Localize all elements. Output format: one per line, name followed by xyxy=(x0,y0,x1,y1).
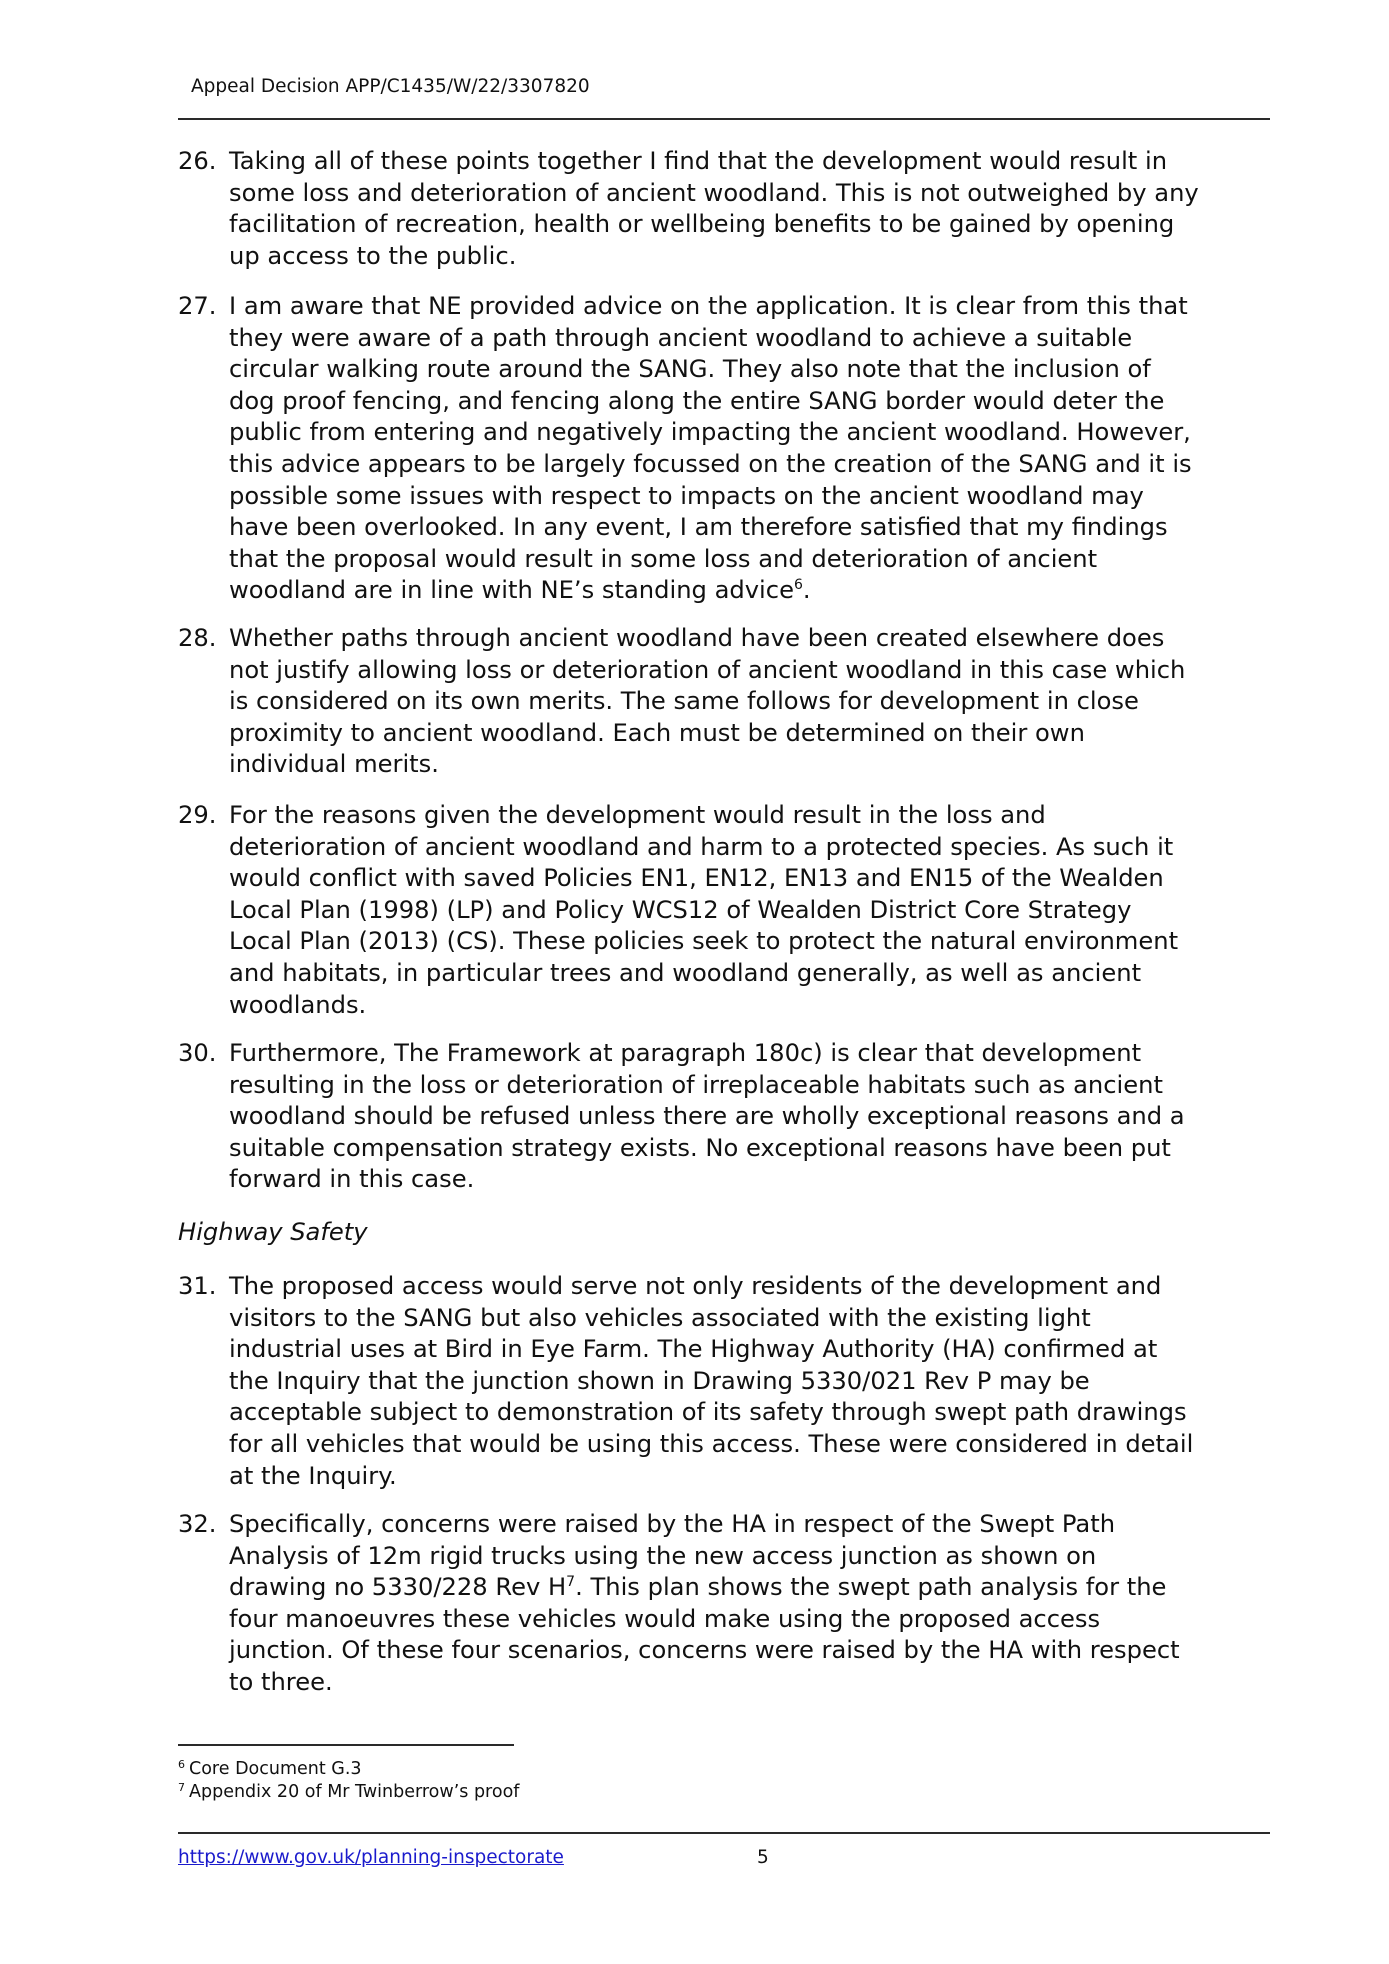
punctuation: . xyxy=(802,576,811,605)
footnote-6 xyxy=(178,1758,362,1781)
paragraph-line: acceptable subject to demonstration of its safety through swept path drawings xyxy=(229,1398,1187,1427)
paragraph-number: 30. xyxy=(178,1039,217,1067)
paragraph-line: for all vehicles that would be using this access. These were considered in detail xyxy=(229,1429,1194,1458)
footnote-divider xyxy=(178,1744,514,1746)
paragraph-line: The proposed access would serve not only residents of the development and xyxy=(229,1272,1162,1300)
paragraph-line: Analysis of 12m rigid trucks using the new access junction as shown on xyxy=(229,1541,1097,1570)
paragraph-line: visitors to the SANG but also vehicles associated with the existing light xyxy=(229,1303,1091,1332)
paragraph-number: 32. xyxy=(178,1510,217,1538)
paragraph-line: Furthermore, The Framework at paragraph 180c) is clear that development xyxy=(229,1039,1142,1067)
paragraph-line: four manoeuvres these vehicles would make using the proposed access xyxy=(229,1604,1101,1633)
paragraph-line: forward in this case. xyxy=(229,1165,475,1194)
paragraph-line: Specifically, concerns were raised by the HA in respect of the Swept Path xyxy=(229,1510,1116,1538)
paragraph-line: individual merits. xyxy=(229,750,439,779)
paragraph-number: 29. xyxy=(178,801,217,829)
paragraph-line: the Inquiry that the junction shown in Drawing 5330/021 Rev P may be xyxy=(229,1366,1090,1395)
paragraph-line: junction. Of these four scenarios, concerns were raised by the HA with respect xyxy=(229,1636,1180,1665)
paragraph-line: resulting in the loss or deterioration of irreplaceable habitats such as ancient xyxy=(229,1070,1163,1099)
paragraph-line xyxy=(229,575,1278,607)
paragraph-line: to three. xyxy=(229,1667,333,1696)
paragraph-line: woodlands. xyxy=(229,990,367,1019)
footnote-7 xyxy=(178,1781,519,1804)
paragraph-line-text: drawing no 5330/228 Rev H xyxy=(229,1573,567,1602)
footnote-marker: 7 xyxy=(178,1781,185,1794)
paragraph-line: possible some issues with respect to impacts on the ancient woodland may xyxy=(229,481,1144,510)
paragraph-line: up access to the public. xyxy=(229,241,517,270)
page-header-title: Appeal Decision APP/C1435/W/22/3307820 xyxy=(191,76,590,97)
section-heading-highway-safety: Highway Safety xyxy=(178,1218,368,1246)
paragraph-line-text: . This plan shows the swept path analysis for the xyxy=(575,1573,1167,1602)
paragraph-number: 28. xyxy=(178,624,217,652)
paragraph-number: 27. xyxy=(178,292,217,320)
paragraph-line: industrial uses at Bird in Eye Farm. The Highway Authority (HA) confirmed at xyxy=(229,1335,1158,1364)
paragraph-line: and habitats, in particular trees and woodland generally, as well as ancient xyxy=(229,958,1142,987)
paragraph-line: this advice appears to be largely focussed on the creation of the SANG and it is xyxy=(229,449,1192,478)
footnote-text: Appendix 20 of Mr Twinberrow’s proof xyxy=(189,1782,520,1802)
paragraph-32 xyxy=(178,1509,1278,1699)
footnote-marker: 6 xyxy=(178,1758,185,1771)
paragraph-line: woodland should be refused unless there are wholly exceptional reasons and a xyxy=(229,1102,1185,1131)
paragraph-line xyxy=(229,1572,1278,1604)
planning-inspectorate-link[interactable]: https://www.gov.uk/planning-inspectorate xyxy=(178,1847,564,1868)
paragraph-31 xyxy=(178,1271,1278,1492)
footnote-ref-7[interactable]: 7 xyxy=(566,1574,576,1591)
header-divider xyxy=(178,118,1270,120)
paragraph-line: proximity to ancient woodland. Each must be determined on their own xyxy=(229,718,1085,747)
paragraph-line: facilitation of recreation, health or wellbeing benefits to be gained by opening xyxy=(229,210,1175,239)
paragraph-line: dog proof fencing, and fencing along the entire SANG border would deter the xyxy=(229,386,1165,415)
page-number: 5 xyxy=(757,1847,769,1868)
paragraph-line: have been overlooked. In any event, I am therefore satisfied that my findings xyxy=(229,513,1168,542)
paragraph-line: circular walking route around the SANG. They also note that the inclusion of xyxy=(229,355,1151,384)
paragraph-line: some loss and deterioration of ancient woodland. This is not outweighed by any xyxy=(229,178,1199,207)
paragraph-26 xyxy=(178,146,1278,272)
paragraph-line: For the reasons given the development would result in the loss and xyxy=(229,801,1046,829)
paragraph-number: 31. xyxy=(178,1272,217,1300)
paragraph-line: at the Inquiry. xyxy=(229,1461,397,1490)
paragraph-line: they were aware of a path through ancient woodland to achieve a suitable xyxy=(229,323,1133,352)
footnote-ref-6[interactable]: 6 xyxy=(793,577,803,594)
paragraph-27 xyxy=(178,291,1278,607)
paragraph-30 xyxy=(178,1038,1278,1196)
paragraph-line: deterioration of ancient woodland and harm to a protected species. As such it xyxy=(229,832,1174,861)
paragraph-line: Taking all of these points together I find that the development would result in xyxy=(229,147,1168,175)
paragraph-line: Whether paths through ancient woodland have been created elsewhere does xyxy=(229,624,1165,652)
footnote-text: Core Document G.3 xyxy=(189,1759,362,1779)
footer-divider xyxy=(178,1832,1270,1834)
paragraph-line: I am aware that NE provided advice on the application. It is clear from this that xyxy=(229,292,1188,320)
paragraph-number: 26. xyxy=(178,147,217,175)
paragraph-line: public from entering and negatively impacting the ancient woodland. However, xyxy=(229,418,1191,447)
paragraph-line: Local Plan (2013) (CS). These policies seek to protect the natural environment xyxy=(229,927,1179,956)
paragraph-line-text: woodland are in line with NE’s standing advice xyxy=(229,576,794,605)
paragraph-29 xyxy=(178,800,1278,1021)
paragraph-line: Local Plan (1998) (LP) and Policy WCS12 of Wealden District Core Strategy xyxy=(229,895,1132,924)
paragraph-28 xyxy=(178,623,1278,781)
paragraph-line: not justify allowing loss or deterioration of ancient woodland in this case which xyxy=(229,655,1186,684)
paragraph-line: that the proposal would result in some loss and deterioration of ancient xyxy=(229,544,1098,573)
paragraph-line: suitable compensation strategy exists. No exceptional reasons have been put xyxy=(229,1133,1171,1162)
paragraph-line: would conflict with saved Policies EN1, EN12, EN13 and EN15 of the Wealden xyxy=(229,864,1164,893)
paragraph-line: is considered on its own merits. The same follows for development in close xyxy=(229,687,1139,716)
